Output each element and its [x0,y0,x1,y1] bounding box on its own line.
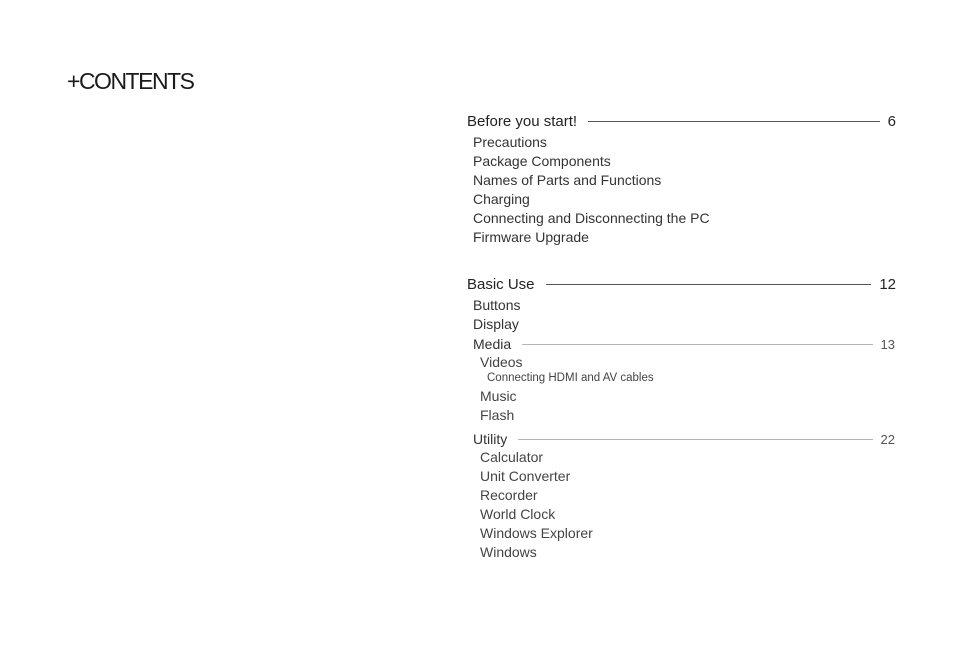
toc-item[interactable]: Windows [480,544,537,560]
contents-heading: CONTENTS [78,68,194,94]
page-number: 12 [879,275,896,293]
toc-item[interactable]: Display [473,316,519,332]
toc-entry-before-you-start[interactable] [467,111,896,131]
toc-heading: Before you start! [467,112,578,130]
toc-item[interactable]: Charging [473,191,530,207]
toc-item[interactable]: Recorder [480,487,538,503]
toc-item[interactable]: Buttons [473,297,521,313]
toc-entry-media[interactable] [473,335,895,353]
toc-item[interactable]: World Clock [480,506,556,522]
page-title [67,68,193,95]
page-number: 13 [880,336,895,352]
toc-item[interactable]: Names of Parts and Functions [473,172,662,188]
leader-line [518,439,872,440]
plus-icon: + [67,68,79,94]
toc-entry-basic-use[interactable] [467,274,896,294]
toc-item[interactable]: Music [480,388,517,404]
toc-item[interactable]: Precautions [473,134,547,150]
toc-subheading: Media [473,336,512,352]
toc-item[interactable]: Videos [480,354,523,370]
page-number: 6 [887,112,896,130]
toc-item[interactable]: Flash [480,407,515,423]
toc-item[interactable]: Calculator [480,449,544,465]
leader-line [588,121,880,122]
toc-item[interactable]: Package Components [473,153,611,169]
leader-line [522,344,872,345]
toc-subheading: Utility [473,431,508,447]
toc-heading: Basic Use [467,275,535,293]
page-number: 22 [880,431,895,447]
toc-item[interactable]: Unit Converter [480,468,571,484]
toc-item[interactable]: Windows Explorer [480,525,593,541]
toc-item[interactable]: Connecting and Disconnecting the PC [473,210,710,226]
toc-entry-utility[interactable] [473,430,895,448]
toc-subitem[interactable]: Connecting HDMI and AV cables [487,372,654,384]
leader-line [546,284,872,285]
toc-item[interactable]: Firmware Upgrade [473,229,589,245]
